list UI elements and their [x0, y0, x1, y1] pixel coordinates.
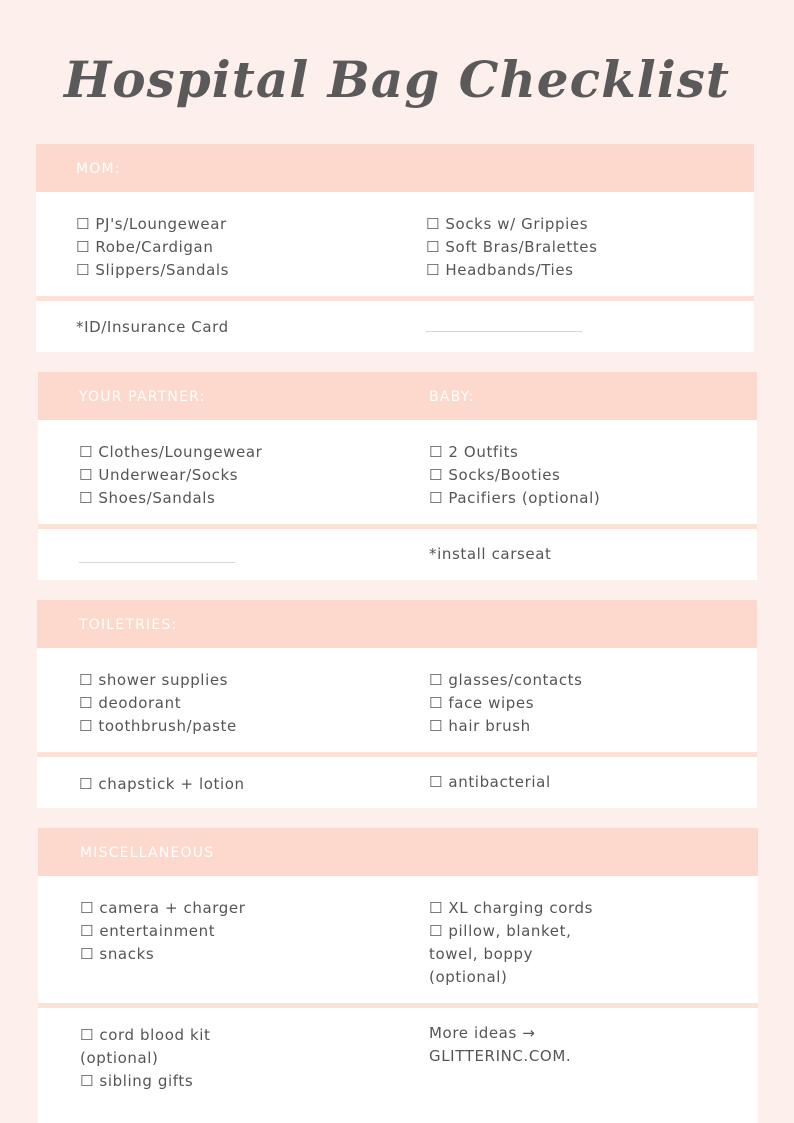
mom-right-list	[426, 213, 598, 282]
checklist-item[interactable]: ☐ snacks	[80, 945, 155, 963]
misc-left-list	[80, 897, 246, 966]
mom-header	[36, 144, 754, 192]
more-ideas-note	[429, 1022, 571, 1068]
checklist-item[interactable]: ☐ pillow, blanket,	[429, 922, 572, 940]
section-divider	[36, 296, 754, 301]
checklist-item[interactable]: ☐ chapstick + lotion	[79, 775, 245, 793]
partner-baby-section	[38, 372, 757, 580]
checklist-item[interactable]: ☐ sibling gifts	[80, 1072, 194, 1090]
checklist-item[interactable]: ☐ entertainment	[80, 922, 216, 940]
checklist-item-continued: (optional)	[429, 968, 508, 986]
misc-header	[38, 828, 758, 876]
misc-left-extra	[80, 1024, 211, 1093]
partner-list	[79, 441, 262, 510]
blank-write-in-line[interactable]	[426, 331, 582, 332]
section-divider	[38, 524, 757, 529]
checklist-item[interactable]: ☐ antibacterial	[429, 773, 551, 791]
section-divider	[37, 752, 757, 757]
misc-header-label: MISCELLANEOUS	[80, 845, 215, 861]
page-title: Hospital Bag Checklist	[64, 50, 730, 109]
mom-header-label: MOM:	[76, 161, 121, 177]
checklist-item[interactable]: ☐ PJ's/Loungewear	[76, 215, 227, 233]
baby-header-label: BABY:	[429, 389, 475, 405]
misc-right-list	[429, 897, 593, 989]
checklist-item[interactable]: ☐ Socks w/ Grippies	[426, 215, 589, 233]
checklist-item[interactable]: ☐ 2 Outfits	[429, 443, 519, 461]
mom-section	[36, 144, 754, 352]
baby-note: *install carseat	[429, 545, 552, 563]
checklist-item[interactable]: ☐ shower supplies	[79, 671, 229, 689]
toiletries-header-label: TOILETRIES:	[79, 617, 178, 633]
checklist-item[interactable]: ☐ Soft Bras/Bralettes	[426, 238, 598, 256]
mom-left-list	[76, 213, 229, 282]
checklist-item[interactable]: ☐ Pacifiers (optional)	[429, 489, 601, 507]
checklist-item[interactable]: ☐ face wipes	[429, 694, 535, 712]
toiletries-left-list	[79, 669, 237, 738]
misc-section	[38, 828, 758, 1123]
blank-write-in-line[interactable]	[79, 562, 235, 563]
baby-list	[429, 441, 600, 510]
checklist-item[interactable]: ☐ Slippers/Sandals	[76, 261, 230, 279]
partner-baby-header	[38, 372, 757, 420]
toiletries-right-list	[429, 669, 583, 738]
checklist-item[interactable]: ☐ Underwear/Socks	[79, 466, 239, 484]
checklist-item[interactable]: ☐ Socks/Booties	[429, 466, 561, 484]
checklist-item[interactable]: ☐ Headbands/Ties	[426, 261, 574, 279]
checklist-item[interactable]: ☐ XL charging cords	[429, 899, 594, 917]
toiletries-header	[37, 600, 757, 648]
more-ideas-text: More ideas →	[429, 1024, 536, 1042]
checklist-item[interactable]: ☐ toothbrush/paste	[79, 717, 237, 735]
toiletries-section	[37, 600, 757, 808]
website-link[interactable]: GLITTERINC.COM.	[429, 1047, 572, 1065]
checklist-item[interactable]: ☐ hair brush	[429, 717, 531, 735]
checklist-item[interactable]: ☐ Shoes/Sandals	[79, 489, 216, 507]
toiletries-right-extra	[429, 771, 551, 794]
section-divider	[38, 1003, 758, 1008]
partner-header-label: YOUR PARTNER:	[79, 389, 206, 405]
checklist-item[interactable]: ☐ cord blood kit	[80, 1026, 211, 1044]
checklist-item[interactable]: ☐ camera + charger	[80, 899, 246, 917]
checklist-item[interactable]: ☐ Clothes/Loungewear	[79, 443, 263, 461]
toiletries-left-extra	[79, 773, 245, 796]
checklist-item-continued: (optional)	[80, 1049, 159, 1067]
checklist-item[interactable]: ☐ glasses/contacts	[429, 671, 583, 689]
checklist-item[interactable]: ☐ Robe/Cardigan	[76, 238, 214, 256]
checklist-item[interactable]: ☐ deodorant	[79, 694, 182, 712]
mom-note: *ID/Insurance Card	[76, 318, 229, 336]
checklist-item-continued: towel, boppy	[429, 945, 534, 963]
